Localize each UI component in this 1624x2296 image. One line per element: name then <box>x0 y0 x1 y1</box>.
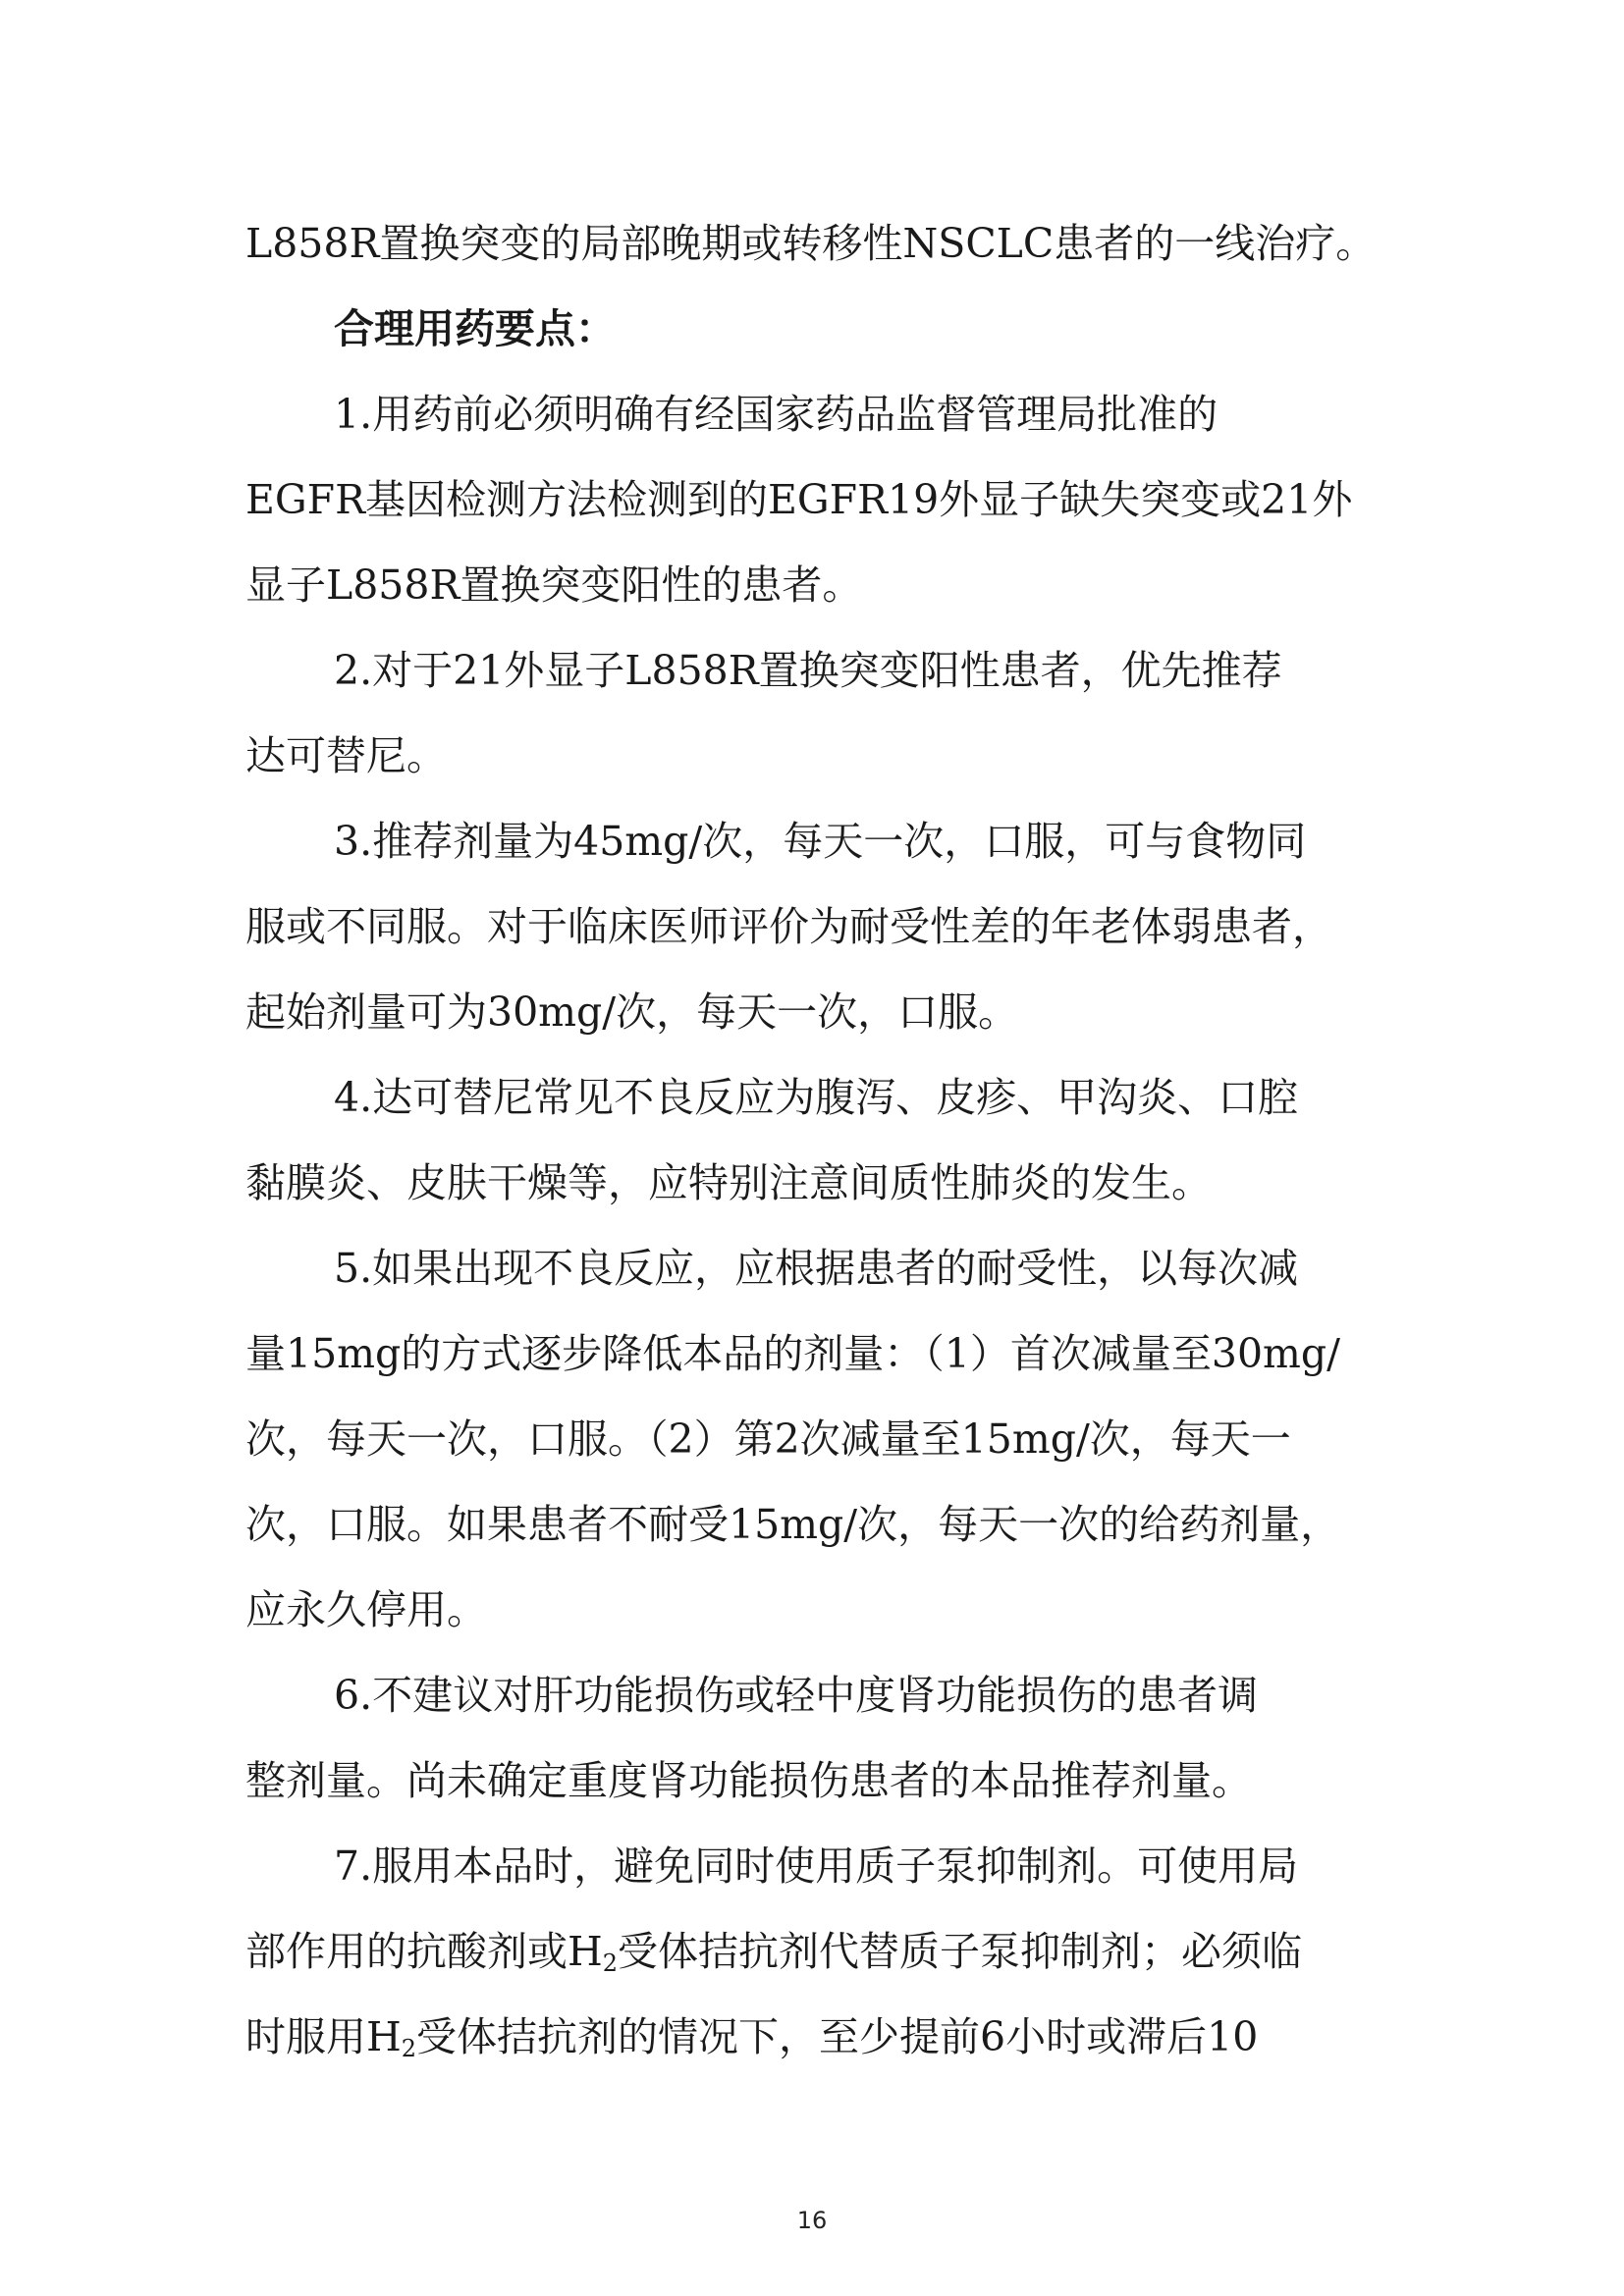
paragraph-line: 4.达可替尼常见不良反应为腹泻、皮疹、甲沟炎、口腔 <box>334 1074 1299 1121</box>
paragraph-line: 整剂量。尚未确定重度肾功能损伤患者的本品推荐剂量。 <box>245 1757 1252 1804</box>
paragraph-line: 达可替尼。 <box>245 732 447 779</box>
text-run: 受体拮抗剂的情况下，至少提前6小时或滞后10 <box>416 2013 1259 2060</box>
intro-line: L858R置换突变的局部晚期或转移性NSCLC患者的一线治疗。 <box>245 220 1377 267</box>
paragraph-line <box>245 1995 1384 2080</box>
list-item <box>245 372 1384 628</box>
paragraph-line: 1.用药前必须明确有经国家药品监督管理局批准的 <box>334 391 1218 438</box>
paragraph-line: 次，口服。如果患者不耐受15mg/次，每天一次的给药剂量， <box>245 1501 1341 1548</box>
text-run: 时服用H <box>245 2013 402 2060</box>
list-item <box>245 1653 1384 1824</box>
paragraph-line: 黏膜炎、皮肤干燥等，应特别注意间质性肺炎的发生。 <box>245 1159 1212 1206</box>
subscript: 2 <box>602 1949 619 1977</box>
page-number: 16 <box>796 2207 828 2234</box>
list-item <box>245 1226 1384 1653</box>
paragraph-line: 5.如果出现不良反应，应根据患者的耐受性，以每次减 <box>334 1245 1299 1292</box>
paragraph-line: 3.推荐剂量为45mg/次，每天一次，口服，可与食物同 <box>334 818 1307 865</box>
document-body <box>245 201 1384 2080</box>
subscript: 2 <box>401 2035 417 2062</box>
paragraph-line: 2.对于21外显子L858R置换突变阳性患者，优先推荐 <box>334 647 1282 694</box>
paragraph-line <box>245 1909 1384 1995</box>
text-run: 部作用的抗酸剂或H <box>245 1928 603 1975</box>
paragraph-line: 量15mg的方式逐步降低本品的剂量：（1）首次减量至30mg/ <box>245 1330 1340 1377</box>
list-item <box>245 1824 1384 2080</box>
paragraph-line: 应永久停用。 <box>245 1586 487 1633</box>
list-item <box>245 628 1384 799</box>
list-item <box>245 1055 1384 1226</box>
paragraph-line: 7.服用本品时，避免同时使用质子泵抑制剂。可使用局 <box>334 1842 1299 1890</box>
list-item <box>245 799 1384 1055</box>
text-run: 受体拮抗剂代替质子泵抑制剂；必须临 <box>618 1928 1303 1975</box>
paragraph-line: 起始剂量可为30mg/次，每天一次，口服。 <box>245 988 1019 1036</box>
paragraph-line: 服或不同服。对于临床医师评价为耐受性差的年老体弱患者， <box>245 903 1332 950</box>
paragraph-line: EGFR基因检测方法检测到的EGFR19外显子缺失突变或21外 <box>245 476 1353 523</box>
paragraph-line: 次，每天一次，口服。（2）第2次减量至15mg/次，每天一 <box>245 1415 1291 1463</box>
section-heading: 合理用药要点： <box>334 305 616 352</box>
paragraph-line: 6.不建议对肝功能损伤或轻中度肾功能损伤的患者调 <box>334 1672 1259 1719</box>
paragraph-line: 显子L858R置换突变阳性的患者。 <box>245 561 863 609</box>
